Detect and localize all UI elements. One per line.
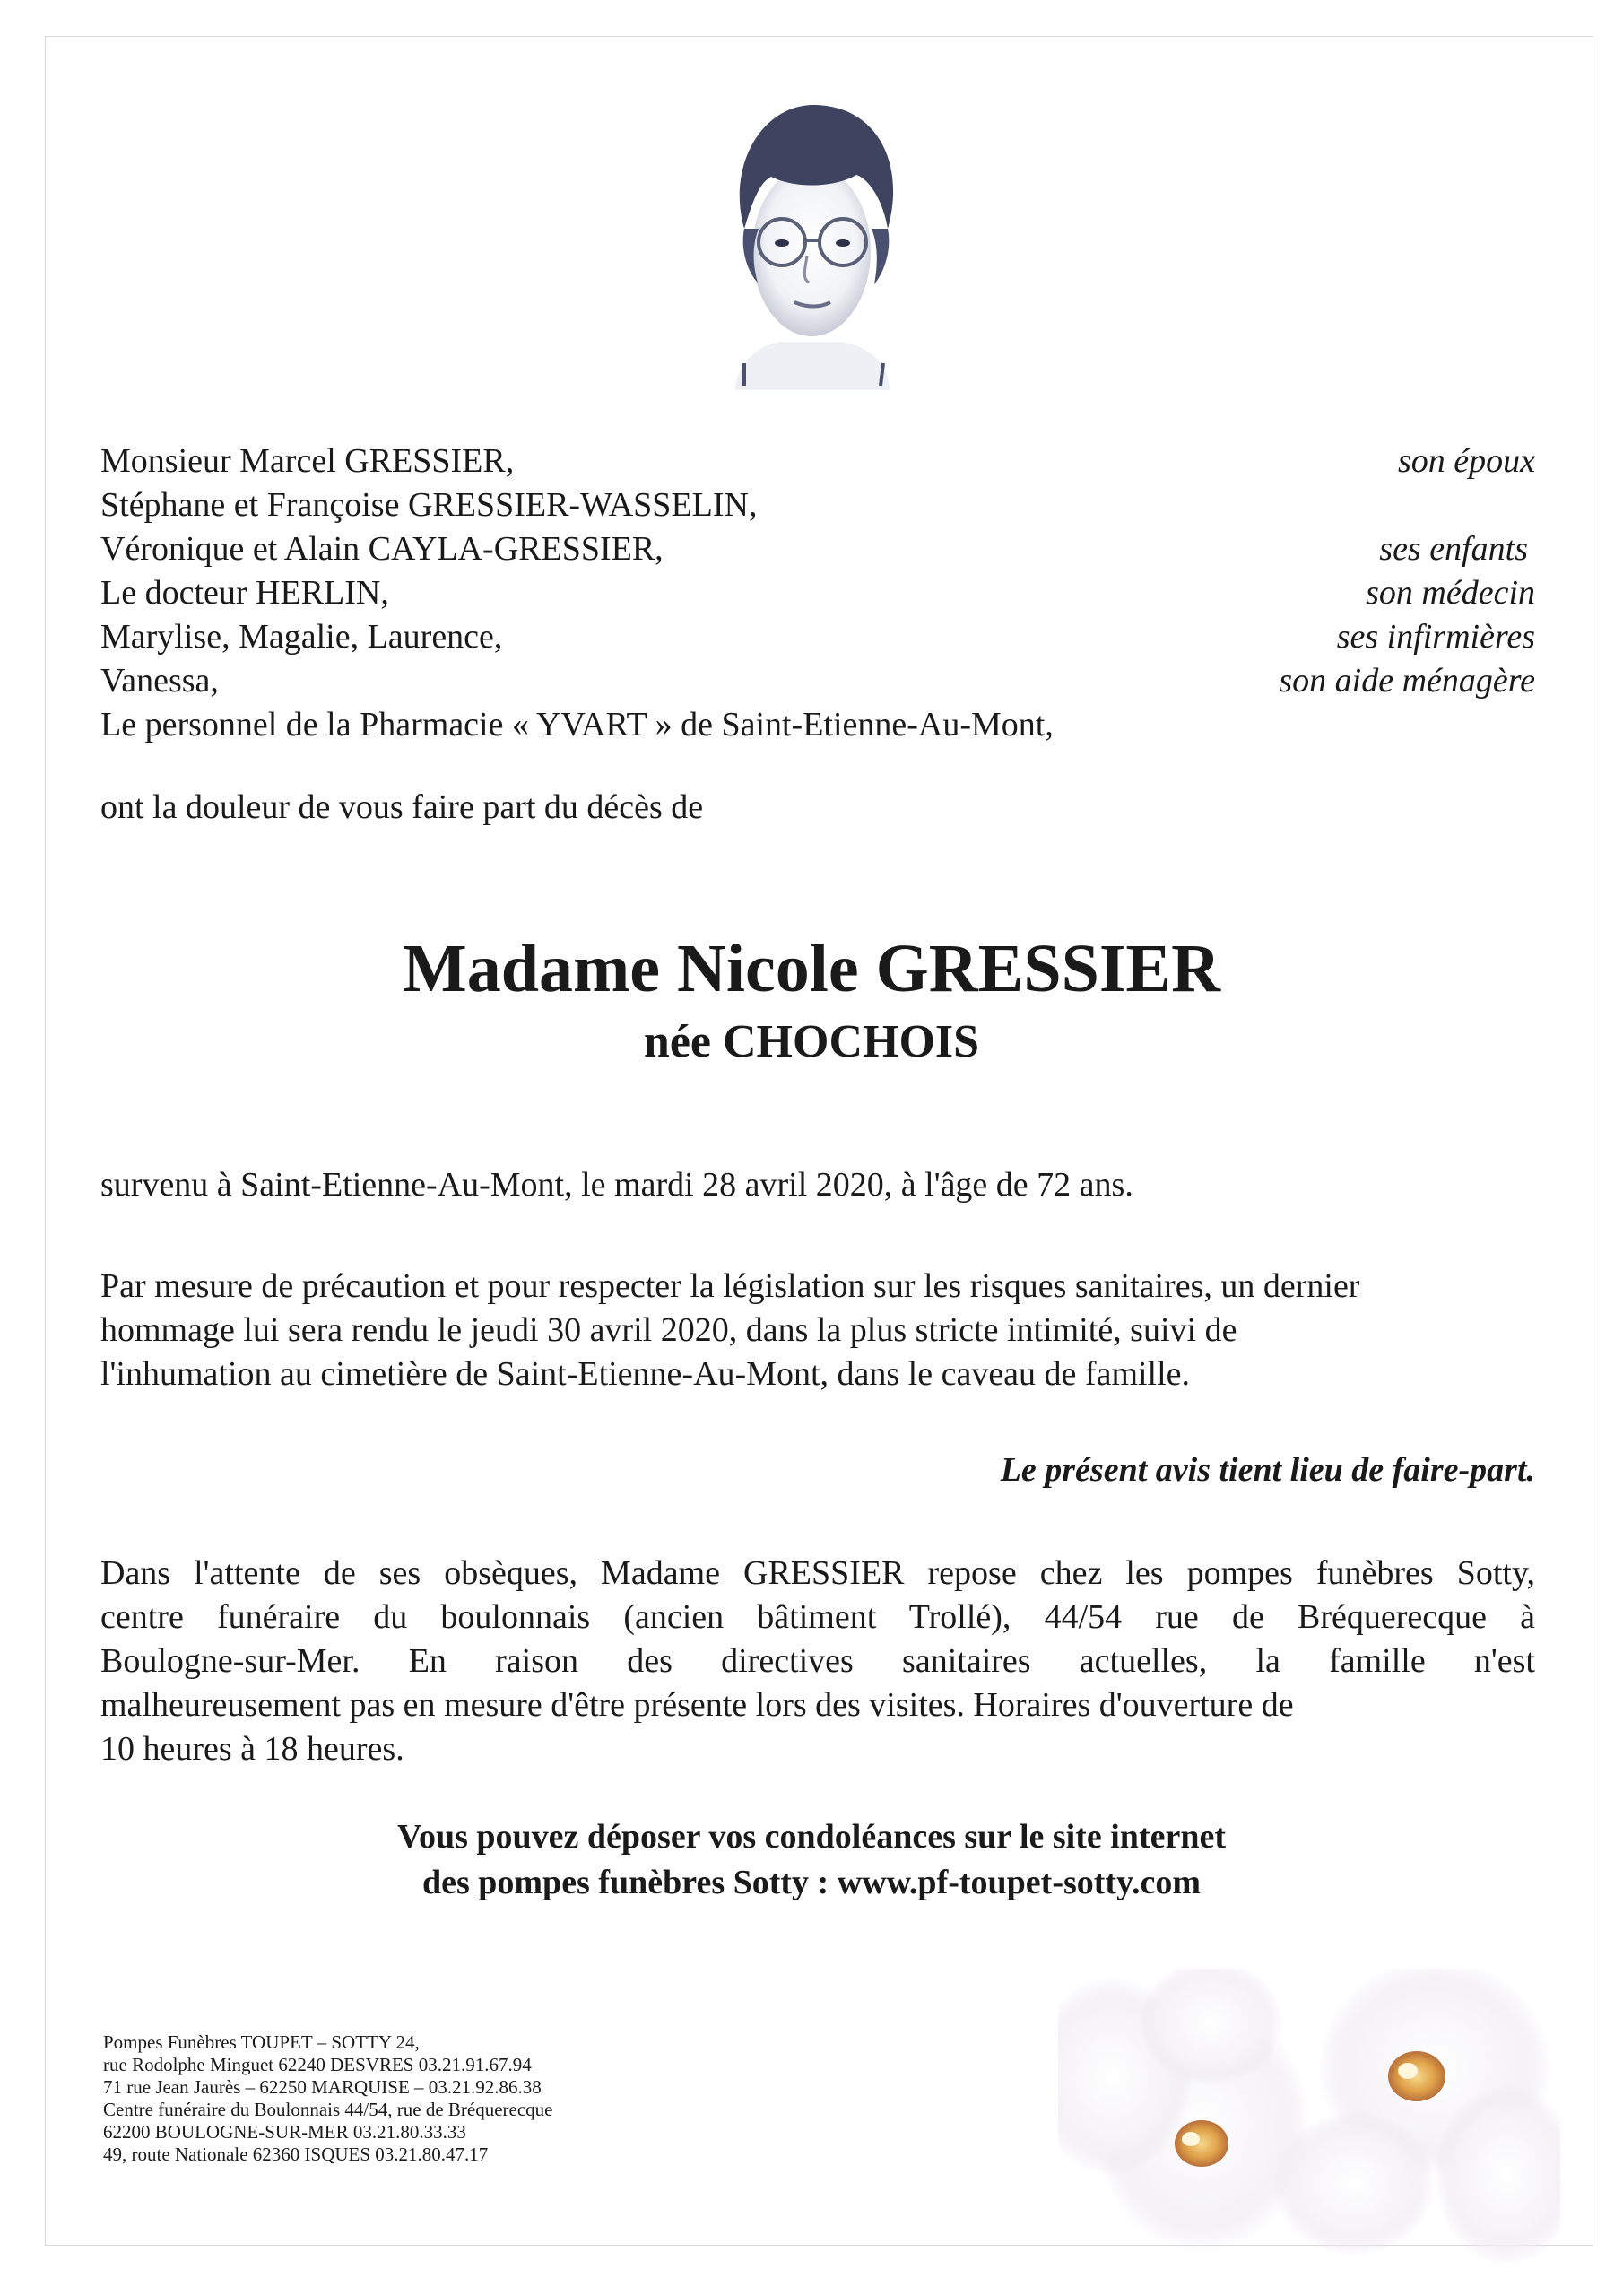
family-name: Le docteur HERLIN, xyxy=(100,574,389,612)
family-row xyxy=(100,439,1535,483)
family-name: Stéphane et Françoise GRESSIER-WASSELIN, xyxy=(100,486,758,524)
family-name: Monsieur Marcel GRESSIER, xyxy=(100,442,515,480)
death-info: survenu à Saint-Etienne-Au-Mont, le mardi 28 avril 2020, à l'âge de 72 ans. xyxy=(100,1166,1133,1204)
family-relation: ses infirmières xyxy=(1336,618,1535,656)
family-relation: ses enfants xyxy=(1379,530,1528,568)
funeral-home-address xyxy=(103,2031,553,2166)
wake-line: Dans l'attente de ses obsèques, Madame GRESSIER repose chez les pompes funèbres Sotty, xyxy=(100,1554,1535,1592)
ceremony-line: Par mesure de précaution et pour respecter la législation sur les risques sanitaires, un dernier xyxy=(100,1267,1360,1305)
footer-line: 49, route Nationale 62360 ISQUES 03.21.80.47.17 xyxy=(103,2144,489,2165)
family-name: Marylise, Magalie, Laurence, xyxy=(100,618,503,656)
family-row xyxy=(100,659,1535,703)
wake-line: 10 heures à 18 heures. xyxy=(100,1730,404,1768)
footer-line: Pompes Funèbres TOUPET – SOTTY 24, xyxy=(103,2031,420,2053)
family-relation: son aide ménagère xyxy=(1279,662,1535,700)
ceremony-line: l'inhumation au cimetière de Saint-Etienne-Au-Mont, dans le caveau de famille. xyxy=(100,1355,1191,1393)
footer-line: 71 rue Jean Jaurès – 62250 MARQUISE – 03.21.92.86.38 xyxy=(103,2076,542,2098)
family-list xyxy=(100,439,1535,747)
family-row xyxy=(100,703,1535,747)
ceremony-paragraph xyxy=(100,1265,1535,1396)
notice-text: Le présent avis tient lieu de faire-part. xyxy=(1000,1451,1535,1489)
family-row xyxy=(100,527,1535,571)
family-name: Le personnel de la Pharmacie « YVART » de Saint-Etienne-Au-Mont, xyxy=(100,706,1054,744)
footer-line: Centre funéraire du Boulonnais 44/54, rue de Bréquerecque xyxy=(103,2099,553,2120)
family-relation: son médecin xyxy=(1366,574,1535,612)
family-row xyxy=(100,483,1535,527)
family-row xyxy=(100,615,1535,659)
ceremony-line: hommage lui sera rendu le jeudi 30 avril 2020, dans la plus stricte intimité, suivi de xyxy=(100,1311,1237,1349)
orchid-decoration xyxy=(1058,1969,1560,2265)
portrait-photo xyxy=(708,94,915,390)
deceased-name: Madame Nicole GRESSIER xyxy=(403,931,1220,1006)
wake-line: centre funéraire du boulonnais (ancien bâtiment Trollé), 44/54 rue de Bréquerecque à xyxy=(100,1598,1535,1636)
wake-line: malheureusement pas en mesure d'être présente lors des visites. Horaires d'ouverture de xyxy=(100,1686,1294,1724)
footer-line: 62200 BOULOGNE-SUR-MER 03.21.80.33.33 xyxy=(103,2121,466,2143)
family-name: Véronique et Alain CAYLA-GRESSIER, xyxy=(100,530,664,568)
intro-text: ont la douleur de vous faire part du décès de xyxy=(100,788,704,826)
family-relation: son époux xyxy=(1397,442,1535,480)
footer-line: rue Rodolphe Minguet 62240 DESVRES 03.21.91.67.94 xyxy=(103,2054,532,2075)
condolences-text xyxy=(0,1814,1623,1906)
maiden-name: née CHOCHOIS xyxy=(643,1016,980,1067)
wake-paragraph xyxy=(100,1552,1535,1771)
wake-line: Boulogne-sur-Mer. En raison des directives sanitaires actuelles, la famille n'est xyxy=(100,1642,1535,1680)
condolences-line: Vous pouvez déposer vos condoléances sur le site internet xyxy=(397,1818,1226,1856)
condolences-line: des pompes funèbres Sotty : www.pf-toupet-sotty.com xyxy=(421,1864,1201,1901)
family-row xyxy=(100,571,1535,615)
family-name: Vanessa, xyxy=(100,662,219,700)
